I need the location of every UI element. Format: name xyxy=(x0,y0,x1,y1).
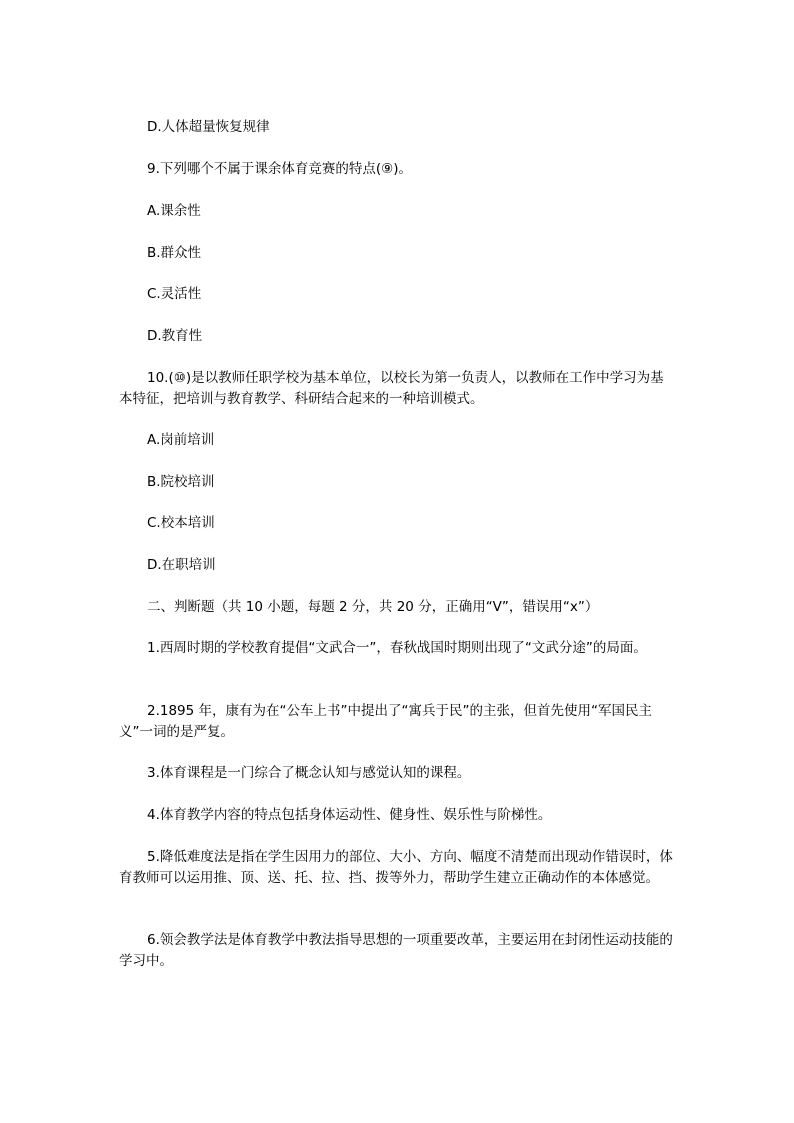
tf-item-4: 4.体育教学内容的特点包括身体运动性、健身性、娱乐性与阶梯性。 xyxy=(147,807,552,823)
tf-item-6: 6.领会教学法是体育教学中教法指导思想的一项重要改革，主要运用在封闭性运动技能的学习中。 xyxy=(119,932,673,969)
tf-item-3: 3.体育课程是一门综合了概念认知与感觉认知的课程。 xyxy=(147,765,471,781)
q10-option-d: D.在职培训 xyxy=(147,557,216,573)
tf-item-2: 2.1895 年，康有为在“公车上书”中提出了“寓兵于民”的主张，但首先使用“军国民主义”一词的是严复。 xyxy=(119,703,652,740)
q9-question: 9.下列哪个不属于课余体育竞赛的特点(⑨)。 xyxy=(147,161,413,177)
tf-item-5: 5.降低难度法是指在学生因用力的部位、大小、方向、幅度不清楚而出现动作错误时，体育教师可以运用推、顶、送、托、拉、挡、拨等外力，帮助学生建立正确动作的本体感觉。 xyxy=(119,849,673,886)
section-2-heading: 二、判断题（共 10 小题，每题 2 分，共 20 分，正确用“V”，错误用“x”） xyxy=(147,599,599,615)
q9-option-a: A.课余性 xyxy=(147,203,201,219)
q9-option-b: B.群众性 xyxy=(147,245,202,261)
q10-question: 10.(⑩)是以教师任职学校为基本单位，以校长为第一负责人，以教师在工作中学习为基本特征，把培训与教育教学、科研结合起来的一种培训模式。 xyxy=(119,370,664,407)
q9-option-d: D.教育性 xyxy=(147,328,203,344)
q10-option-b: B.院校培训 xyxy=(147,474,215,490)
q8-option-d: D.人体超量恢复规律 xyxy=(147,119,270,135)
q9-option-c: C.灵活性 xyxy=(147,286,202,302)
q10-option-a: A.岗前培训 xyxy=(147,432,215,448)
tf-item-1: 1.西周时期的学校教育提倡“文武合一”，春秋战国时期则出现了“文武分途”的局面。 xyxy=(147,640,647,656)
q10-option-c: C.校本培训 xyxy=(147,515,215,531)
